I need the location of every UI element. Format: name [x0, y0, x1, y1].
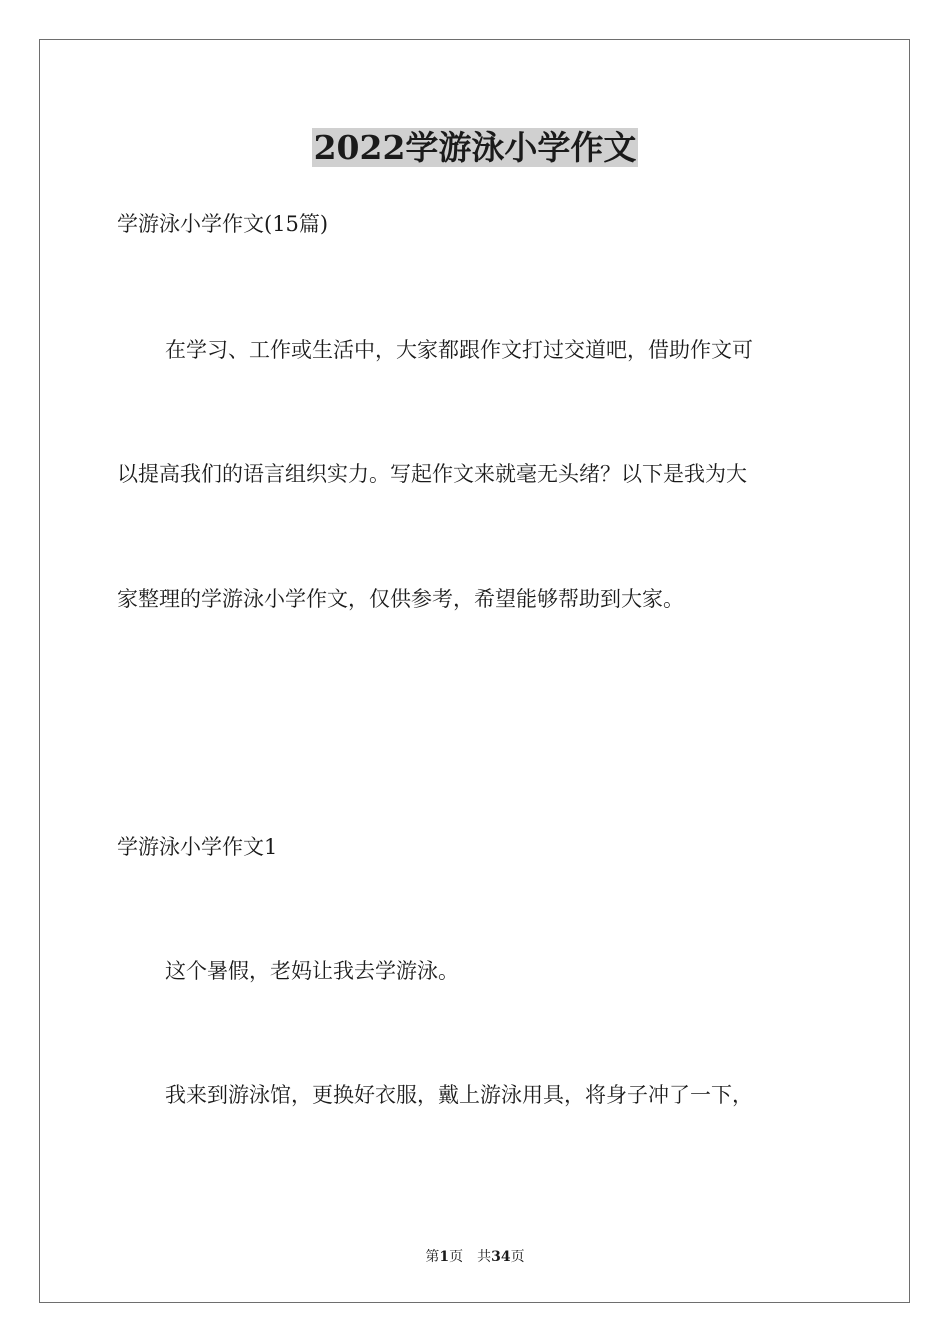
intro-paragraph-line-2: 以提高我们的语言组织实力。写起作文来就毫无头绪？以下是我为大	[117, 462, 747, 486]
footer-prefix: 第	[425, 1249, 440, 1265]
section-heading: 学游泳小学作文1	[117, 835, 278, 859]
footer-page-suffix: 页	[449, 1249, 464, 1265]
body-paragraph-1: 这个暑假，老妈让我去学游泳。	[165, 959, 459, 983]
footer-total-prefix: 共	[477, 1249, 492, 1265]
intro-paragraph-line-1: 在学习、工作或生活中，大家都跟作文打过交道吧，借助作文可	[165, 338, 753, 362]
body-paragraph-2: 我来到游泳馆，更换好衣服，戴上游泳用具，将身子冲了一下，	[165, 1083, 753, 1107]
intro-paragraph-line-3: 家整理的学游泳小学作文，仅供参考，希望能够帮助到大家。	[117, 587, 684, 611]
footer-current-page: 1	[439, 1249, 450, 1265]
document-subtitle: 学游泳小学作文(15篇)	[117, 212, 329, 236]
footer-total-pages: 34	[491, 1249, 511, 1265]
footer-total-suffix: 页	[510, 1249, 525, 1265]
title-text: 2022学游泳小学作文	[313, 128, 637, 167]
page-footer	[0, 1247, 950, 1267]
document-title	[0, 126, 950, 170]
